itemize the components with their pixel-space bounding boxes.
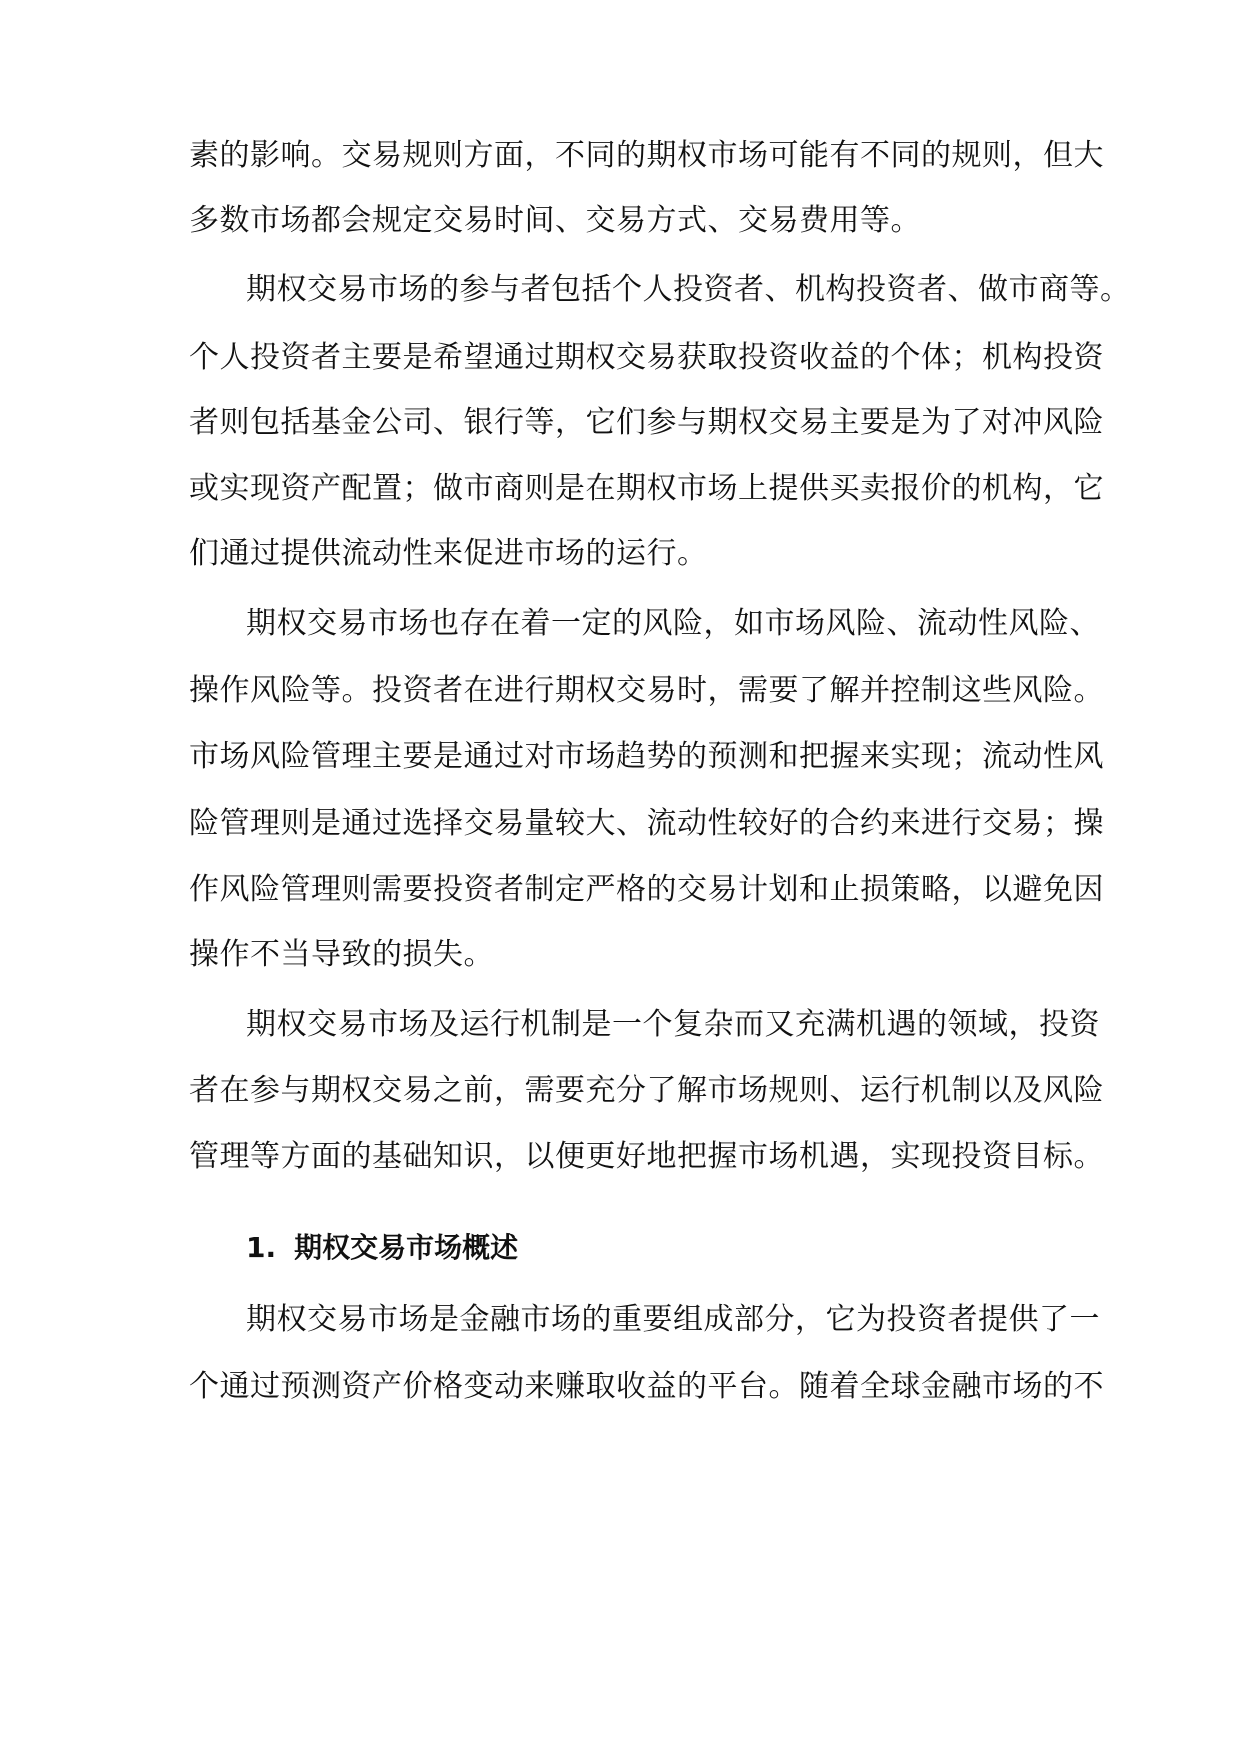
paragraph-line: 险管理则是通过选择交易量较大、流动性较好的合约来进行交易；操: [189, 806, 1104, 841]
paragraph-line: 个人投资者主要是希望通过期权交易获取投资收益的个体；机构投资: [189, 340, 1104, 375]
paragraph-line: 市场风险管理主要是通过对市场趋势的预测和把握来实现；流动性风: [189, 739, 1104, 774]
paragraph-line: 们通过提供流动性来促进市场的运行。: [189, 536, 708, 571]
section-title: 期权交易市场概述: [294, 1231, 519, 1264]
section-heading: [246, 1228, 518, 1268]
paragraph-line: 素的影响。交易规则方面，不同的期权市场可能有不同的规则，但大: [189, 138, 1104, 173]
paragraph-line: 期权交易市场是金融市场的重要组成部分，它为投资者提供了一: [246, 1302, 1100, 1337]
paragraph-line: 期权交易市场及运行机制是一个复杂而又充满机遇的领域，投资: [246, 1007, 1100, 1042]
paragraph-line: 作风险管理则需要投资者制定严格的交易计划和止损策略，以避免因: [189, 872, 1104, 907]
paragraph-line: 管理等方面的基础知识，以便更好地把握市场机遇，实现投资目标。: [189, 1139, 1104, 1174]
paragraph-line: 者在参与期权交易之前，需要充分了解市场规则、运行机制以及风险: [189, 1073, 1104, 1108]
paragraph-line: 多数市场都会规定交易时间、交易方式、交易费用等。: [189, 203, 921, 238]
section-number: 1.: [246, 1231, 277, 1264]
paragraph-line: 者则包括基金公司、银行等，它们参与期权交易主要是为了对冲风险: [189, 405, 1104, 440]
paragraph-line: 操作不当导致的损失。: [189, 937, 494, 972]
paragraph-line: 期权交易市场的参与者包括个人投资者、机构投资者、做市商等。: [246, 272, 1131, 307]
paragraph-line: 个通过预测资产价格变动来赚取收益的平台。随着全球金融市场的不: [189, 1369, 1104, 1404]
paragraph-line: 期权交易市场也存在着一定的风险，如市场风险、流动性风险、: [246, 606, 1100, 641]
paragraph-line: 或实现资产配置；做市商则是在期权市场上提供买卖报价的机构，它: [189, 471, 1104, 506]
paragraph-line: 操作风险等。投资者在进行期权交易时，需要了解并控制这些风险。: [189, 673, 1104, 708]
